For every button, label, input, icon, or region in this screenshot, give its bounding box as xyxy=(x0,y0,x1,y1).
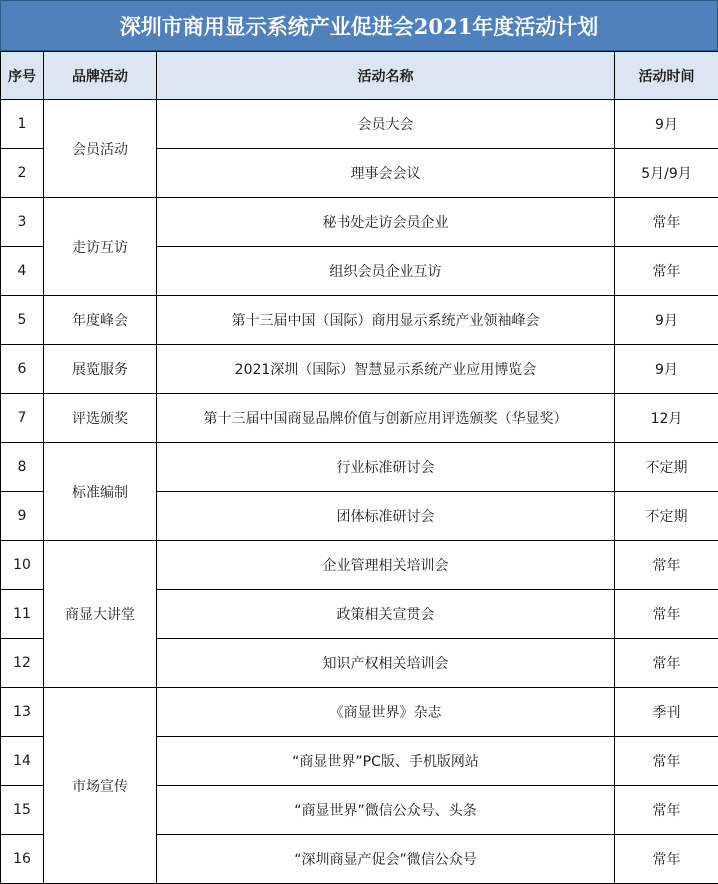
activity-time-cell: 不定期 xyxy=(615,492,718,541)
seq-cell: 1 xyxy=(1,100,44,149)
activity-name-cell: 会员大会 xyxy=(157,100,615,149)
activity-time-cell: 常年 xyxy=(615,247,718,296)
activity-time-cell: 常年 xyxy=(615,639,718,688)
seq-cell: 11 xyxy=(1,590,44,639)
seq-cell: 14 xyxy=(1,737,44,786)
activity-time-cell: 季刊 xyxy=(615,688,718,737)
table-body xyxy=(1,100,718,884)
activity-time-cell: 9月 xyxy=(615,100,718,149)
seq-cell: 12 xyxy=(1,639,44,688)
table-row xyxy=(1,541,718,590)
brand-cell: 商显大讲堂 xyxy=(44,541,157,688)
header-name: 活动名称 xyxy=(157,52,615,100)
activity-name-cell: 行业标准研讨会 xyxy=(157,443,615,492)
seq-cell: 10 xyxy=(1,541,44,590)
activity-time-cell: 常年 xyxy=(615,590,718,639)
seq-cell: 16 xyxy=(1,835,44,884)
brand-cell: 走访互访 xyxy=(44,198,157,296)
activity-name-cell: 团体标准研讨会 xyxy=(157,492,615,541)
header-brand: 品牌活动 xyxy=(44,52,157,100)
activity-time-cell: 9月 xyxy=(615,296,718,345)
table-row xyxy=(1,296,718,345)
activity-time-cell: 9月 xyxy=(615,345,718,394)
activity-time-cell: 常年 xyxy=(615,786,718,835)
page-title: 深圳市商用显示系统产业促进会2021年度活动计划 xyxy=(0,0,718,51)
activity-name-cell: 理事会会议 xyxy=(157,149,615,198)
brand-cell: 年度峰会 xyxy=(44,296,157,345)
activity-time-cell: 常年 xyxy=(615,737,718,786)
activity-name-cell: “深圳商显产促会”微信公众号 xyxy=(157,835,615,884)
table-row xyxy=(1,345,718,394)
seq-cell: 8 xyxy=(1,443,44,492)
activity-time-cell: 12月 xyxy=(615,394,718,443)
activity-name-cell: 2021深圳（国际）智慧显示系统产业应用博览会 xyxy=(157,345,615,394)
seq-cell: 15 xyxy=(1,786,44,835)
brand-cell: 评选颁奖 xyxy=(44,394,157,443)
brand-cell: 市场宣传 xyxy=(44,688,157,884)
table-row xyxy=(1,688,718,737)
activity-name-cell: 第十三届中国（国际）商用显示系统产业领袖峰会 xyxy=(157,296,615,345)
seq-cell: 9 xyxy=(1,492,44,541)
activity-name-cell: 知识产权相关培训会 xyxy=(157,639,615,688)
header-seq: 序号 xyxy=(1,52,44,100)
seq-cell: 4 xyxy=(1,247,44,296)
activity-name-cell: 第十三届中国商显品牌价值与创新应用评选颁奖（华显奖） xyxy=(157,394,615,443)
activity-time-cell: 5月/9月 xyxy=(615,149,718,198)
seq-cell: 6 xyxy=(1,345,44,394)
seq-cell: 2 xyxy=(1,149,44,198)
activity-name-cell: 企业管理相关培训会 xyxy=(157,541,615,590)
seq-cell: 3 xyxy=(1,198,44,247)
activity-time-cell: 常年 xyxy=(615,198,718,247)
activity-time-cell: 不定期 xyxy=(615,443,718,492)
seq-cell: 13 xyxy=(1,688,44,737)
activity-table xyxy=(0,51,718,884)
seq-cell: 5 xyxy=(1,296,44,345)
table-row xyxy=(1,198,718,247)
table-row xyxy=(1,100,718,149)
table-row xyxy=(1,443,718,492)
table-header xyxy=(1,52,718,100)
activity-time-cell: 常年 xyxy=(615,835,718,884)
activity-name-cell: 组织会员企业互访 xyxy=(157,247,615,296)
brand-cell: 标准编制 xyxy=(44,443,157,541)
activity-name-cell: 秘书处走访会员企业 xyxy=(157,198,615,247)
activity-time-cell: 常年 xyxy=(615,541,718,590)
activity-name-cell: 政策相关宣贯会 xyxy=(157,590,615,639)
brand-cell: 会员活动 xyxy=(44,100,157,198)
table-row xyxy=(1,394,718,443)
header-time: 活动时间 xyxy=(615,52,718,100)
seq-cell: 7 xyxy=(1,394,44,443)
activity-name-cell: “商显世界”微信公众号、头条 xyxy=(157,786,615,835)
activity-name-cell: “商显世界”PC版、手机版网站 xyxy=(157,737,615,786)
activity-name-cell: 《商显世界》杂志 xyxy=(157,688,615,737)
brand-cell: 展览服务 xyxy=(44,345,157,394)
